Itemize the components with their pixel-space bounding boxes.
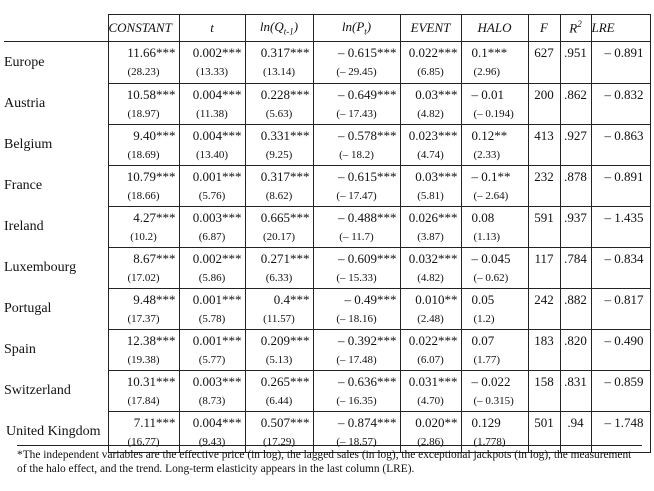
cell-lnq (245, 206, 313, 247)
cell-halo (461, 288, 528, 329)
coefficient-value: – 0.649*** (338, 86, 397, 102)
cell-f (528, 329, 560, 370)
cell-lnp (313, 42, 400, 84)
cell-r2 (560, 206, 591, 247)
cell-lnq (245, 329, 313, 370)
table-footnote: *The independent variables are the effective price (in log), the lagged sales (in log), the exceptional jackpots (in log), the measurement of the halo effect, and the trend. Long-term elasticity appears in the last column (LRE). (17, 445, 642, 476)
coefficient-value: 10.58*** (126, 86, 176, 102)
t-statistic-value: (5.77) (198, 353, 226, 366)
coefficient-value: 0.032*** (408, 250, 458, 266)
t-statistic-value: (9.43) (198, 435, 226, 448)
t-statistic-value: (– 18.2) (339, 148, 374, 161)
coefficient-value: 0.507*** (260, 414, 310, 430)
t-statistic-value: (6.85) (417, 66, 444, 78)
cell-r2 (560, 288, 591, 329)
column-header-lre: LRE (591, 15, 650, 42)
t-statistic-value (529, 146, 560, 164)
cell-lnq (245, 83, 313, 124)
cell-lnq (245, 42, 313, 84)
coefficient-value: 4.27*** (133, 209, 176, 225)
coefficient-value: 0.002*** (192, 250, 242, 266)
cell-halo (461, 370, 528, 411)
table-row (4, 288, 650, 329)
coefficient-value: 10.31*** (126, 373, 176, 389)
coefficient-value: 117 (534, 250, 554, 266)
t-statistic-value: (17.84) (127, 394, 160, 407)
t-statistic-value (592, 392, 644, 410)
t-statistic-value: (17.37) (127, 312, 160, 325)
coefficient-value: 0.331*** (260, 127, 310, 143)
cell-lre (591, 329, 650, 370)
cell-halo (461, 42, 528, 84)
t-statistic-value (529, 310, 560, 328)
cell-t (179, 83, 245, 124)
t-statistic-value: (6.33) (265, 271, 293, 284)
cell-lre (591, 288, 650, 329)
coefficient-value: – 0.636*** (338, 373, 397, 389)
table-row (4, 247, 650, 288)
coefficient-value: 0.010** (415, 291, 458, 307)
cell-lre (591, 165, 650, 206)
t-statistic-value: (18.66) (127, 189, 160, 202)
cell-lnq (245, 165, 313, 206)
coefficient-value: 0.022*** (408, 45, 458, 60)
t-statistic-value: (5.76) (198, 189, 226, 202)
cell-event (400, 247, 461, 288)
coefficient-value: – 0.615*** (338, 45, 397, 60)
corner-cell (4, 15, 108, 42)
coefficient-value: 501 (534, 414, 554, 430)
t-statistic-value (529, 269, 560, 287)
regression-table (4, 14, 651, 453)
t-statistic-value (561, 228, 591, 246)
country-label: Switzerland (4, 370, 108, 411)
coefficient-value: 158 (534, 373, 554, 389)
coefficient-value: – 0.045 (471, 250, 511, 266)
t-statistic-value (592, 351, 644, 369)
coefficient-value: – 0.891 (604, 168, 644, 184)
coefficient-value: – 0.609*** (338, 250, 397, 266)
table-row (4, 42, 650, 84)
cell-lnp (313, 329, 400, 370)
t-statistic-value (561, 392, 591, 410)
coefficient-value: – 0.488*** (338, 209, 397, 225)
column-header-t: t (179, 15, 245, 42)
t-statistic-value: (– 17.43) (336, 107, 377, 120)
t-statistic-value: (4.82) (417, 107, 444, 120)
coefficient-value: 0.004*** (192, 127, 242, 143)
coefficient-value: 242 (534, 291, 554, 307)
coefficient-value: 7.11*** (133, 414, 176, 430)
cell-const (108, 370, 179, 411)
column-header-f: F (528, 15, 560, 42)
coefficient-value: 0.003*** (192, 209, 242, 225)
coefficient-value: 627 (534, 45, 554, 60)
cell-f (528, 42, 560, 84)
coefficient-value: 0.001*** (192, 332, 242, 348)
t-statistic-value: (11.57) (263, 312, 295, 325)
coefficient-value: 0.1*** (471, 45, 508, 60)
country-label: Belgium (4, 124, 108, 165)
coefficient-value: – 1.748 (604, 414, 644, 430)
coefficient-value: 0.002*** (192, 45, 242, 60)
table-row (4, 124, 650, 165)
t-statistic-value: (5.63) (265, 107, 293, 120)
coefficient-value: 0.209*** (260, 332, 310, 348)
coefficient-value: 0.031*** (408, 373, 458, 389)
cell-event (400, 288, 461, 329)
t-statistic-value: (19.38) (127, 353, 160, 366)
cell-event (400, 165, 461, 206)
coefficient-value: 0.129 (471, 414, 501, 430)
cell-lre (591, 206, 650, 247)
coefficient-value: 232 (534, 168, 554, 184)
coefficient-value: 0.004*** (192, 86, 242, 102)
cell-lnp (313, 124, 400, 165)
cell-const (108, 288, 179, 329)
t-statistic-value (592, 187, 644, 205)
t-statistic-value: (– 17.48) (336, 353, 377, 366)
coefficient-value: 0.001*** (192, 168, 242, 184)
t-statistic-value: (2.86) (417, 435, 444, 448)
t-statistic-value (592, 146, 644, 164)
coefficient-value: – 0.834 (604, 250, 644, 266)
country-label: Spain (4, 329, 108, 370)
coefficient-value: 0.271*** (260, 250, 310, 266)
t-statistic-value: (11.38) (196, 107, 228, 120)
coefficient-value: 0.004*** (192, 414, 242, 430)
cell-r2 (560, 83, 591, 124)
coefficient-value: – 0.891 (604, 45, 644, 60)
cell-lnq (245, 124, 313, 165)
coefficient-value: 591 (534, 209, 554, 225)
t-statistic-value: (5.13) (265, 353, 293, 366)
cell-f (528, 165, 560, 206)
t-statistic-value: (– 16.35) (336, 394, 377, 407)
cell-const (108, 124, 179, 165)
t-statistic-value (529, 63, 560, 81)
t-statistic-value (561, 105, 591, 123)
coefficient-value: .94 (567, 414, 584, 430)
coefficient-value: 0.003*** (192, 373, 242, 389)
column-header-event: EVENT (400, 15, 461, 42)
t-statistic-value: (1.778) (473, 435, 506, 448)
coefficient-value: 12.38*** (126, 332, 176, 348)
coefficient-value: 0.12** (471, 127, 508, 143)
coefficient-value: 183 (534, 332, 554, 348)
t-statistic-value: (1.77) (473, 353, 501, 366)
table-row (4, 83, 650, 124)
cell-t (179, 247, 245, 288)
cell-lre (591, 370, 650, 411)
cell-lnp (313, 288, 400, 329)
t-statistic-value: (5.86) (198, 271, 226, 284)
cell-lre (591, 42, 650, 84)
coefficient-value: 10.79*** (126, 168, 176, 184)
t-statistic-value: (4.74) (417, 148, 444, 161)
coefficient-value: 0.317*** (260, 45, 310, 60)
coefficient-value: – 0.874*** (338, 414, 397, 430)
coefficient-value: .951 (564, 45, 587, 60)
coefficient-value: – 0.490 (604, 332, 644, 348)
coefficient-value: 11.66*** (127, 45, 176, 60)
t-statistic-value: (– 11.7) (339, 230, 374, 243)
t-statistic-value: (13.33) (195, 66, 229, 78)
coefficient-value: – 0.578*** (338, 127, 397, 143)
t-statistic-value (529, 392, 560, 410)
cell-f (528, 247, 560, 288)
coefficient-value: 0.001*** (192, 291, 242, 307)
t-statistic-value (529, 351, 560, 369)
coefficient-value: – 0.859 (604, 373, 644, 389)
cell-halo (461, 329, 528, 370)
t-statistic-value: (20.17) (262, 230, 296, 243)
cell-lnq (245, 370, 313, 411)
t-statistic-value: (2.33) (473, 148, 501, 161)
t-statistic-value: (4.70) (417, 394, 444, 407)
t-statistic-value (561, 269, 591, 287)
cell-t (179, 42, 245, 84)
cell-t (179, 288, 245, 329)
coefficient-value: 0.023*** (408, 127, 458, 143)
t-statistic-value (592, 269, 644, 287)
cell-lnp (313, 370, 400, 411)
cell-halo (461, 206, 528, 247)
cell-lnq (245, 247, 313, 288)
coefficient-value: 0.022*** (408, 332, 458, 348)
t-statistic-value: (– 18.57) (336, 435, 377, 448)
t-statistic-value: (– 0.62) (473, 271, 509, 284)
table-row (4, 370, 650, 411)
cell-const (108, 206, 179, 247)
t-statistic-value: (1.2) (473, 312, 495, 325)
coefficient-value: .831 (564, 373, 587, 389)
cell-r2 (560, 247, 591, 288)
cell-t (179, 206, 245, 247)
country-label: Luxembourg (4, 247, 108, 288)
cell-f (528, 370, 560, 411)
cell-lnq (245, 288, 313, 329)
t-statistic-value (592, 63, 644, 81)
t-statistic-value: (8.62) (265, 189, 293, 202)
country-label: Ireland (4, 206, 108, 247)
coefficient-value: – 0.832 (604, 86, 644, 102)
t-statistic-value: (16.77) (127, 435, 160, 448)
cell-event (400, 83, 461, 124)
cell-const (108, 247, 179, 288)
country-label: Austria (4, 83, 108, 124)
header-row (4, 15, 650, 42)
t-statistic-value: (– 15.33) (336, 271, 377, 284)
cell-r2 (560, 329, 591, 370)
t-statistic-value: (1.13) (473, 230, 501, 243)
coefficient-value: 0.07 (471, 332, 495, 348)
cell-const (108, 83, 179, 124)
coefficient-value: – 1.435 (604, 209, 644, 225)
cell-f (528, 288, 560, 329)
country-label: France (4, 165, 108, 206)
cell-lnp (313, 206, 400, 247)
coefficient-value: 8.67*** (133, 250, 176, 266)
cell-f (528, 206, 560, 247)
t-statistic-value: (17.02) (127, 271, 160, 284)
cell-event (400, 206, 461, 247)
t-statistic-value (561, 63, 591, 81)
coefficient-value: – 0.01 (471, 86, 504, 102)
t-statistic-value: (10.2) (130, 230, 157, 243)
coefficient-value: 9.40*** (133, 127, 176, 143)
country-label: Europe (4, 42, 108, 84)
coefficient-value: .784 (564, 250, 587, 266)
coefficient-value: 0.03*** (415, 86, 458, 102)
cell-r2 (560, 42, 591, 84)
country-label: Portugal (4, 288, 108, 329)
t-statistic-value: (4.82) (417, 271, 444, 284)
t-statistic-value (592, 105, 644, 123)
t-statistic-value (561, 187, 591, 205)
cell-event (400, 42, 461, 84)
t-statistic-value: (18.69) (127, 148, 160, 161)
cell-event (400, 124, 461, 165)
cell-r2 (560, 124, 591, 165)
cell-lnp (313, 83, 400, 124)
t-statistic-value: (2.48) (417, 312, 444, 325)
t-statistic-value (529, 105, 560, 123)
t-statistic-value: (2.96) (473, 66, 501, 78)
coefficient-value: 0.317*** (260, 168, 310, 184)
table-row (4, 329, 650, 370)
coefficient-value: – 0.817 (604, 291, 644, 307)
coefficient-value: .927 (564, 127, 587, 143)
cell-const (108, 329, 179, 370)
coefficient-value: .882 (564, 291, 587, 307)
cell-lre (591, 247, 650, 288)
coefficient-value: 0.265*** (260, 373, 310, 389)
coefficient-value: .862 (564, 86, 587, 102)
coefficient-value: – 0.49*** (344, 291, 397, 307)
column-header-lnq: $\ln(Q_{t-1})$ (245, 15, 313, 42)
cell-f (528, 83, 560, 124)
cell-const (108, 42, 179, 84)
coefficient-value: .937 (564, 209, 587, 225)
coefficient-value: 0.665*** (260, 209, 310, 225)
coefficient-value: 0.020** (415, 414, 458, 430)
coefficient-value: 200 (534, 86, 554, 102)
column-header-constant: CONSTANT (108, 15, 179, 42)
cell-f (528, 124, 560, 165)
cell-t (179, 329, 245, 370)
coefficient-value: 0.026*** (408, 209, 458, 225)
cell-r2 (560, 165, 591, 206)
t-statistic-value: (5.78) (198, 312, 226, 325)
coefficient-value: – 0.615*** (338, 168, 397, 184)
coefficient-value: 0.08 (471, 209, 495, 225)
cell-lnp (313, 165, 400, 206)
t-statistic-value: (– 29.45) (336, 66, 377, 78)
cell-lre (591, 83, 650, 124)
cell-r2 (560, 370, 591, 411)
t-statistic-value (561, 146, 591, 164)
t-statistic-value: (6.07) (417, 353, 444, 366)
cell-halo (461, 165, 528, 206)
t-statistic-value: (28.23) (127, 66, 160, 78)
country-label: United Kingdom (4, 411, 108, 452)
cell-const (108, 165, 179, 206)
t-statistic-value: (3.87) (417, 230, 444, 243)
column-header-halo: HALO (461, 15, 528, 42)
t-statistic-value: (– 18.16) (336, 312, 377, 325)
coefficient-value: – 0.863 (604, 127, 644, 143)
cell-halo (461, 124, 528, 165)
column-header-r2: $R^2$ (560, 15, 591, 42)
cell-lre (591, 124, 650, 165)
t-statistic-value: (8.73) (198, 394, 226, 407)
t-statistic-value (592, 228, 644, 246)
t-statistic-value: (– 2.64) (473, 189, 509, 202)
t-statistic-value: (– 0.194) (473, 107, 514, 120)
cell-halo (461, 83, 528, 124)
cell-event (400, 370, 461, 411)
t-statistic-value (561, 310, 591, 328)
table-row (4, 206, 650, 247)
coefficient-value: – 0.1** (471, 168, 511, 184)
t-statistic-value (561, 351, 591, 369)
coefficient-value: 0.03*** (415, 168, 458, 184)
cell-t (179, 165, 245, 206)
t-statistic-value: (13.14) (262, 66, 296, 78)
t-statistic-value: (6.44) (265, 394, 293, 407)
column-header-lnp: $\ln(P_t)$ (313, 15, 400, 42)
t-statistic-value: (17.29) (262, 435, 296, 448)
coefficient-value: – 0.392*** (338, 332, 397, 348)
coefficient-value: 0.228*** (260, 86, 310, 102)
t-statistic-value: (– 0.315) (473, 394, 514, 407)
t-statistic-value: (6.87) (198, 230, 226, 243)
coefficient-value: 0.05 (471, 291, 495, 307)
coefficient-value: 9.48*** (133, 291, 176, 307)
t-statistic-value: (5.81) (417, 189, 444, 202)
cell-t (179, 124, 245, 165)
t-statistic-value (592, 310, 644, 328)
coefficient-value: .820 (564, 332, 587, 348)
cell-event (400, 329, 461, 370)
cell-lnp (313, 247, 400, 288)
t-statistic-value: (– 17.47) (336, 189, 377, 202)
coefficient-value: .878 (564, 168, 587, 184)
coefficient-value: 413 (534, 127, 554, 143)
cell-halo (461, 247, 528, 288)
cell-t (179, 370, 245, 411)
t-statistic-value: (13.40) (195, 148, 229, 161)
t-statistic-value (529, 228, 560, 246)
table-row (4, 165, 650, 206)
t-statistic-value: (9.25) (265, 148, 293, 161)
t-statistic-value: (18.97) (127, 107, 160, 120)
coefficient-value: 0.4*** (273, 291, 310, 307)
coefficient-value: – 0.022 (471, 373, 511, 389)
t-statistic-value (529, 187, 560, 205)
